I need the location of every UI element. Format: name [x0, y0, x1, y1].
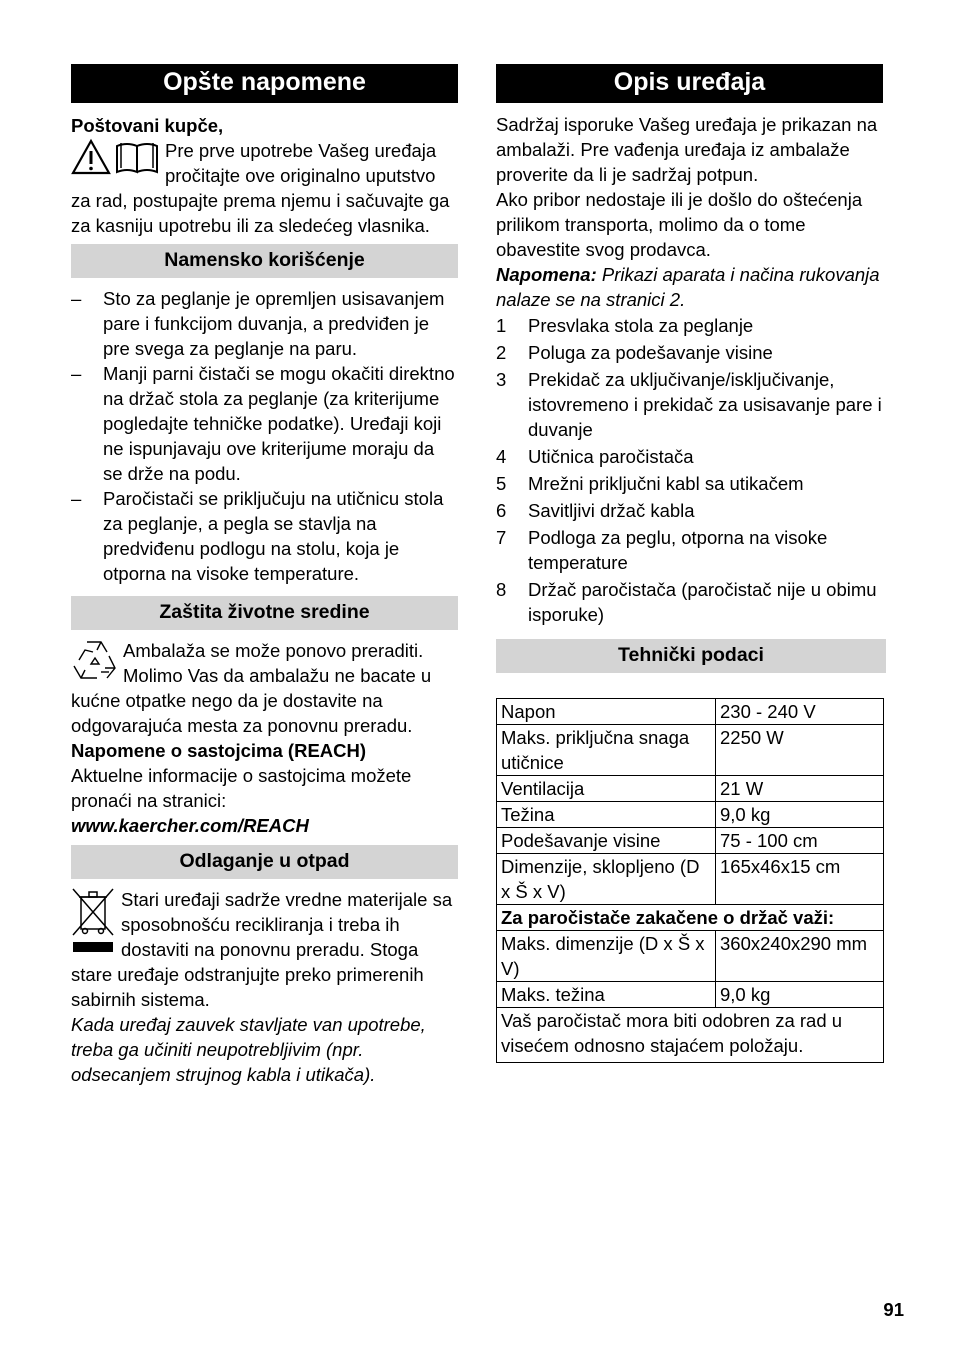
intended-use-list: [71, 286, 458, 586]
list-item: 4 Utičnica paročistača: [496, 446, 694, 467]
table-row: Maks. težina 9,0 kg: [497, 982, 884, 1008]
table-subheader-row: Za paročistače zakačene o držač važi:: [497, 905, 884, 931]
table-row: Ventilacija 21 W: [497, 776, 884, 802]
table-row: Podešavanje visine 75 - 100 cm: [497, 828, 884, 854]
disposal-note: Kada uređaj zauvek stavljate van upotrebe, treba ga učiniti neupotrebljivim (npr. odsecanjem strujnog kabla i utikača).: [71, 1014, 426, 1085]
table-footer-row: Vaš paročistač mora biti odobren za rad u visećem odnosno stajaćem položaju.: [497, 1008, 884, 1063]
parts-list: [496, 313, 886, 627]
list-item: 5 Mrežni priključni kabl sa utikačem: [496, 473, 804, 494]
recycle-icon: [71, 638, 117, 685]
list-item: 3 Prekidač za uključivanje/isključivanje, istovremeno i prekidač za usisavanje pare i duvanje: [496, 369, 882, 440]
table-row: Napon 230 - 240 V: [497, 699, 884, 725]
environment-text: Ambalaža se može ponovo preraditi. Molimo Vas da ambalažu ne bacate u kućne otpatke nego da je dostavite na odgovarajuća mesta za ponovnu preradu.: [71, 640, 432, 736]
list-item: 8 Držač paročistača (paročistač nije u obimu isporuke): [496, 579, 877, 625]
list-item: – Manji parni čistači se mogu okačiti direktno na držač stola za peglanje (za kriterijume pogledajte tehničke podatke). Uređaji koji ne ispunjavaju ove kriterijume moraju da se drže na podu.: [71, 363, 455, 484]
general-notes-title: Opšte napomene: [71, 64, 458, 103]
tech-data-heading: Tehnički podaci: [496, 639, 886, 673]
right-column: [496, 64, 886, 1063]
delivery-text: Sadržaj isporuke Vašeg uređaja je prikazan na ambalaži. Pre vađenja uređaja iz ambalaže proverite da li je sadržaj potpun.: [496, 114, 878, 185]
note-text: Napomena: Prikazi aparata i načina rukovanja nalaze se na stranici 2.: [496, 264, 880, 310]
table-row: Težina 9,0 kg: [497, 802, 884, 828]
table-row: Maks. priključna snaga utičnice 2250 W: [497, 725, 884, 776]
warning-triangle-icon: [71, 138, 159, 181]
list-item: – Paročistači se priključuju na utičnicu stola za peglanje, a pegla se stavlja na predviđenu podlogu na stolu, koja je otporna na visoke temperature.: [71, 488, 444, 584]
reach-url: www.kaercher.com/REACH: [71, 815, 309, 836]
disposal-heading: Odlaganje u otpad: [71, 845, 458, 879]
page-number: 91: [883, 1299, 904, 1320]
tech-data-table: [496, 698, 884, 1063]
list-item: – Sto za peglanje je opremljen usisavanjem pare i funkcijom duvanja, a predviđen je pre svega za peglanje na paru.: [71, 288, 445, 359]
environment-heading: Zaštita životne sredine: [71, 596, 458, 630]
list-item: 6 Savitljivi držač kabla: [496, 500, 695, 521]
list-item: 1 Presvlaka stola za peglanje: [496, 315, 754, 336]
intro-block: [71, 138, 458, 238]
greeting: Poštovani kupče,: [71, 115, 224, 136]
device-description-title: Opis uređaja: [496, 64, 883, 103]
list-item: 2 Poluga za podešavanje visine: [496, 342, 773, 363]
missing-parts-text: Ako pribor nedostaje ili je došlo do oštećenja prilikom transporta, molimo da o tome obavestite svog prodavca.: [496, 189, 863, 260]
environment-block: [71, 638, 458, 738]
table-row: Maks. dimenzije (D x Š x V) 360x240x290 mm: [497, 931, 884, 982]
intro-text: Pre prve upotrebe Vašeg uređaja pročitajte ove originalno uputstvo za rad, postupajte prema njemu i sačuvajte ga za kasniju upotrebu ili za sledećeg vlasnika.: [71, 140, 450, 236]
left-column: [71, 64, 458, 1087]
reach-text: Aktuelne informacije o sastojcima možete pronaći na stranici:: [71, 765, 412, 811]
table-row: Dimenzije, sklopljeno (D x Š x V) 165x46x15 cm: [497, 854, 884, 905]
intended-use-heading: Namensko korišćenje: [71, 244, 458, 278]
disposal-block: [71, 887, 458, 1012]
list-item: 7 Podloga za peglu, otporna na visoke temperature: [496, 527, 828, 573]
reach-title: Napomene o sastojcima (REACH): [71, 740, 367, 761]
crossed-out-bin-icon: [71, 887, 115, 960]
disposal-text: Stari uređaji sadrže vredne materijale sa sposobnošću recikliranja i treba ih dostaviti na ponovnu preradu. Stoga stare uređaje odstranjujte preko primerenih sabirnih sistema.: [71, 889, 453, 1010]
open-book-icon: [117, 143, 157, 172]
